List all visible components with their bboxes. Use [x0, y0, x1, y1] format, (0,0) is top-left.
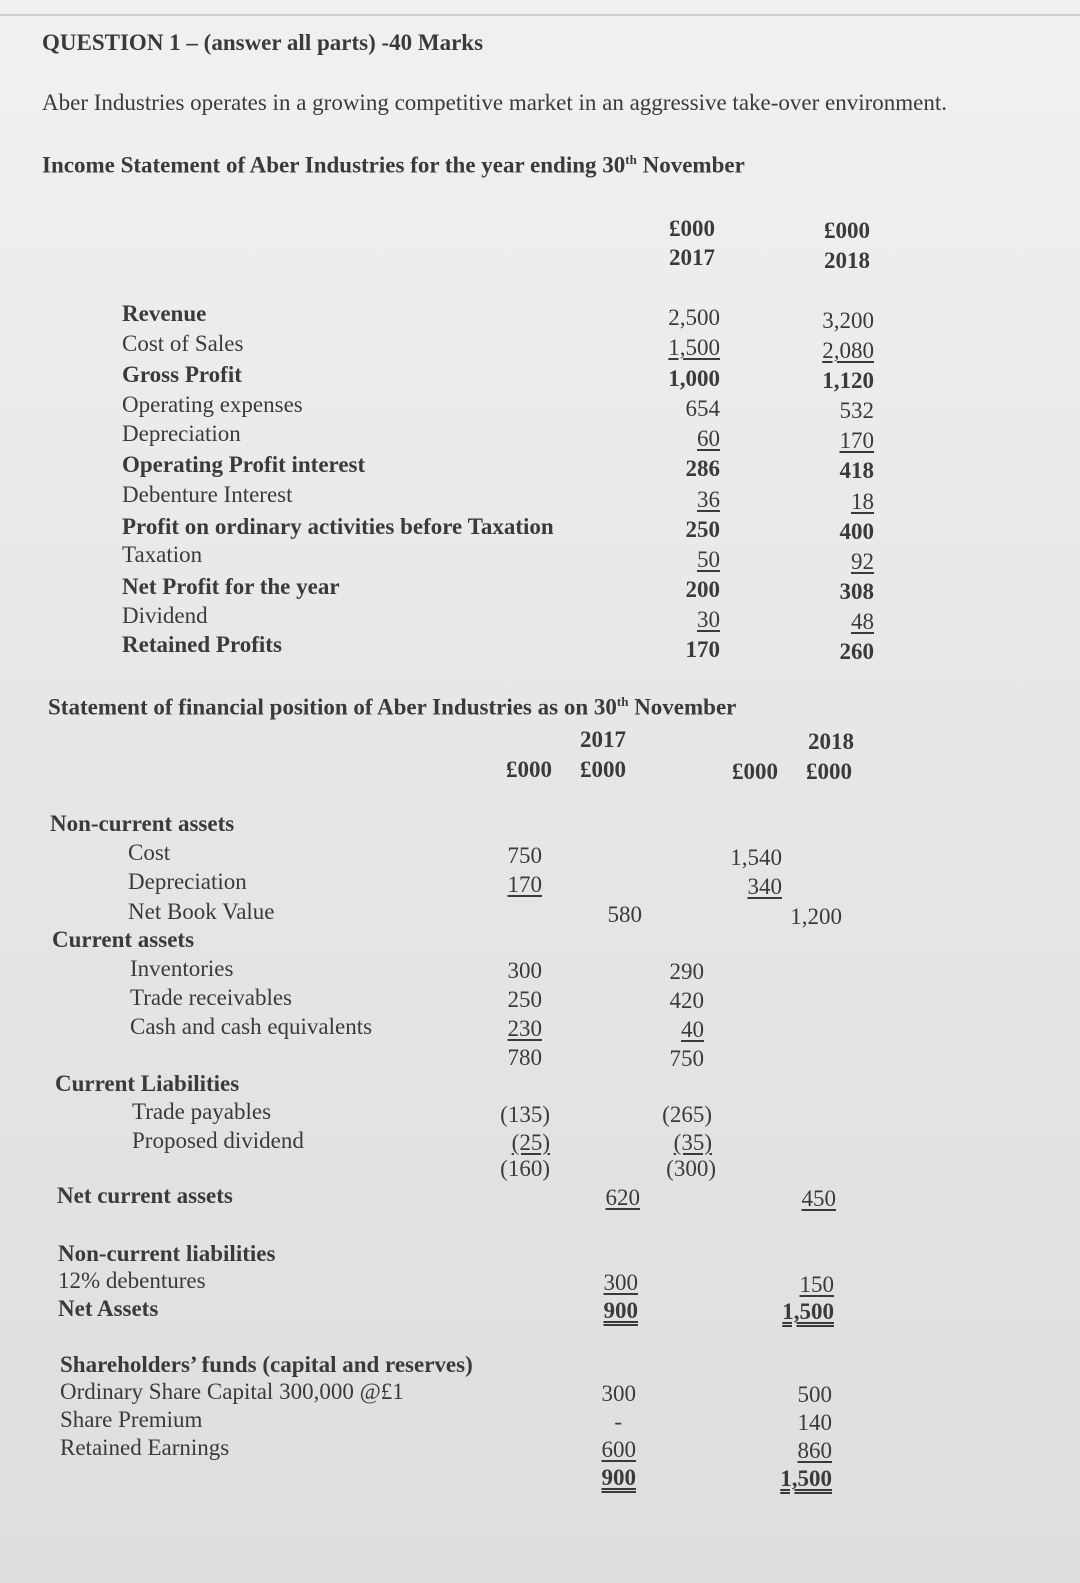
income-value-2017: 60 — [697, 426, 720, 451]
income-col-year-2017: 2017 — [669, 245, 715, 270]
debentures-label: 12% debentures — [58, 1268, 206, 1293]
income-value-2018: 308 — [839, 579, 874, 604]
income-value-2017: 170 — [685, 637, 720, 662]
inventories-label: Inventories — [130, 956, 234, 981]
inventories-2017: 300 — [507, 958, 542, 983]
income-value-2017: 654 — [685, 396, 720, 421]
income-value-2018: 48 — [851, 609, 874, 634]
depreciation-2018: 340 — [747, 874, 782, 899]
income-value-2017: 1,500 — [668, 335, 720, 360]
dividend-label: Proposed dividend — [132, 1128, 304, 1153]
nbv-label: Net Book Value — [128, 899, 275, 924]
depreciation-label: Depreciation — [128, 869, 247, 894]
income-value-2018: 18 — [851, 489, 874, 514]
depreciation-2017: 170 — [507, 872, 542, 897]
income-value-2017: 200 — [685, 577, 720, 602]
sofp-currency: £000 — [806, 759, 852, 784]
net-assets-2017: 900 — [603, 1298, 638, 1323]
income-row-label: Profit on ordinary activities before Taxation — [122, 514, 554, 539]
retained-earnings-2018: 860 — [797, 1438, 832, 1463]
share-premium-label: Share Premium — [60, 1407, 203, 1432]
income-row-label: Depreciation — [122, 421, 241, 446]
cost-label: Cost — [128, 840, 171, 865]
current-assets-total-2018: 750 — [669, 1046, 704, 1071]
income-col-year-2018: 2018 — [824, 248, 870, 273]
cash-label: Cash and cash equivalents — [130, 1014, 373, 1039]
cash-2018: 40 — [681, 1017, 704, 1042]
income-value-2018: 3,200 — [822, 308, 874, 333]
receivables-2017: 250 — [507, 987, 542, 1012]
net-assets-2018: 1,500 — [782, 1299, 834, 1324]
current-liabilities-total-2018: (300) — [666, 1156, 716, 1181]
share-premium-2017: - — [614, 1409, 622, 1434]
income-value-2017: 36 — [697, 487, 720, 512]
current-liabilities-total-2017: (160) — [500, 1156, 550, 1181]
income-value-2017: 250 — [685, 517, 720, 542]
funds-total-2018: 1,500 — [780, 1466, 832, 1491]
nbv-2018: 1,200 — [790, 904, 842, 929]
cost-2018: 1,540 — [730, 845, 782, 870]
section-heading: Current Liabilities — [55, 1071, 240, 1096]
net-current-assets-2018: 450 — [801, 1186, 836, 1211]
income-row-label: Revenue — [122, 301, 207, 326]
divider — [0, 14, 1080, 16]
dividend-2017: (25) — [511, 1130, 550, 1155]
income-row-label: Operating expenses — [122, 392, 303, 417]
income-row-label: Cost of Sales — [122, 331, 244, 356]
retained-earnings-label: Retained Earnings — [60, 1435, 230, 1460]
payables-2017: (135) — [500, 1102, 550, 1127]
income-row-label: Retained Profits — [122, 632, 282, 657]
income-value-2018: 532 — [839, 398, 874, 423]
income-value-2018: 1,120 — [822, 368, 874, 393]
income-value-2017: 1,000 — [668, 366, 720, 391]
income-col-currency-2017: £000 — [669, 216, 715, 241]
income-value-2018: 400 — [839, 519, 874, 544]
income-statement-title: Income Statement of Aber Industries for the year ending 30th November — [42, 152, 745, 178]
receivables-label: Trade receivables — [130, 985, 292, 1010]
payables-2018: (265) — [662, 1102, 712, 1127]
income-value-2018: 170 — [839, 428, 874, 453]
income-row-label: Debenture Interest — [122, 482, 293, 507]
question-heading: QUESTION 1 – (answer all parts) -40 Marks — [42, 30, 484, 55]
cash-2017: 230 — [507, 1016, 542, 1041]
income-value-2018: 92 — [851, 549, 874, 574]
sofp-currency: £000 — [506, 757, 552, 782]
sofp-year-2017: 2017 — [580, 727, 626, 752]
income-row-label: Net Profit for the year — [122, 574, 340, 599]
debentures-2017: 300 — [603, 1270, 638, 1295]
income-value-2018: 2,080 — [822, 338, 874, 363]
debentures-2018: 150 — [799, 1272, 834, 1297]
intro-text: Aber Industries operates in a growing competitive market in an aggressive take-over environment. — [42, 90, 948, 115]
income-value-2018: 260 — [839, 639, 874, 664]
dividend-2018: (35) — [673, 1130, 712, 1155]
section-heading: Shareholders’ funds (capital and reserves) — [60, 1352, 473, 1377]
share-capital-2018: 500 — [797, 1382, 832, 1407]
income-row-label: Dividend — [122, 603, 208, 628]
funds-total-2017: 900 — [601, 1465, 636, 1490]
net-assets-label: Net Assets — [58, 1296, 159, 1321]
section-heading: Current assets — [52, 927, 195, 952]
share-capital-label: Ordinary Share Capital 300,000 @£1 — [60, 1379, 404, 1404]
retained-earnings-2017: 600 — [601, 1437, 636, 1462]
income-value-2017: 286 — [685, 456, 720, 481]
income-col-currency-2018: £000 — [824, 218, 870, 243]
sofp-year-2018: 2018 — [808, 729, 854, 754]
income-value-2018: 418 — [839, 458, 874, 483]
receivables-2018: 420 — [669, 988, 704, 1013]
net-current-assets-label: Net current assets — [57, 1183, 233, 1208]
current-assets-total-2017: 780 — [507, 1045, 542, 1070]
share-capital-2017: 300 — [601, 1381, 636, 1406]
section-heading: Non-current assets — [50, 811, 235, 836]
share-premium-2018: 140 — [797, 1410, 832, 1435]
income-row-label: Taxation — [122, 542, 203, 567]
income-row-label: Operating Profit interest — [122, 452, 366, 477]
cost-2017: 750 — [507, 843, 542, 868]
inventories-2018: 290 — [669, 959, 704, 984]
nbv-2017: 580 — [607, 902, 642, 927]
net-current-assets-2017: 620 — [605, 1185, 640, 1210]
sofp-currency: £000 — [732, 759, 778, 784]
income-value-2017: 30 — [697, 607, 720, 632]
sofp-currency: £000 — [580, 757, 626, 782]
income-value-2017: 50 — [697, 547, 720, 572]
income-value-2017: 2,500 — [668, 305, 720, 330]
income-row-label: Gross Profit — [122, 362, 242, 387]
section-heading: Non-current liabilities — [58, 1241, 276, 1266]
sofp-title: Statement of financial position of Aber Industries as on 30th November — [48, 694, 737, 720]
payables-label: Trade payables — [132, 1099, 272, 1124]
